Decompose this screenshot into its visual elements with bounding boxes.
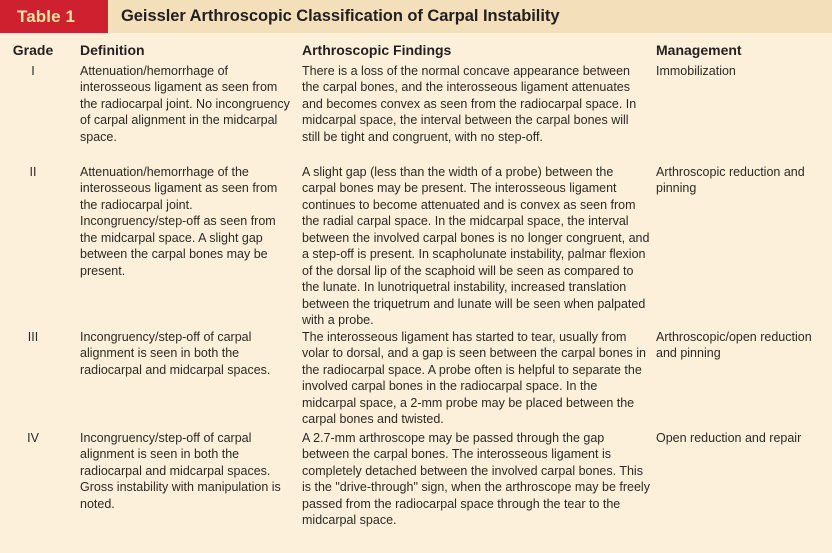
column-header-management: Management — [656, 42, 742, 58]
cell-management: Immobilization — [656, 64, 736, 78]
table-number-tag: Table 1 — [0, 0, 108, 33]
cell-definition: Attenuation/hemorrhage of interosseous ligament as seen from the radiocarpal joint. No incongruency of carpal alignment in the midcarpal space. — [80, 64, 290, 144]
cell-findings: A slight gap (less than the width of a probe) between the carpal bones may be present. The interosseous ligament continues to become attenuated and is convex as seen from the radial carpal space. In the midcarpal space, the interval between the involved carpal bones is no longer congruent, and a step-off is present. In scapholunate instability, palmar flexion of the dorsal lip of the scaphoid will be seen as compared to the lunate. In lunotriquetral instability, increased translation between the triquetrum and lunate will be seen when palpated with a probe. — [302, 165, 650, 328]
table-title: Geissler Arthroscopic Classification of Carpal Instability — [121, 7, 560, 25]
cell-management: Arthroscopic/open reduction and pinning — [656, 330, 812, 361]
column-header-definition: Definition — [80, 42, 145, 58]
cell-definition: Incongruency/step-off of carpal alignment is seen in both the radiocarpal and midcarpal spaces. Gross instability with manipulation is noted. — [80, 431, 281, 511]
cell-definition: Attenuation/hemorrhage of the interosseous ligament as seen from the radiocarpal joint. Incongruency/step-off as seen from the midcarpal space. A slight gap between the carpal bones may be present. — [80, 165, 278, 278]
cell-grade: III — [27, 330, 39, 344]
column-header-findings: Arthroscopic Findings — [302, 42, 452, 58]
table-body — [0, 33, 832, 553]
cell-grade: I — [31, 64, 35, 78]
cell-management: Arthroscopic reduction and pinning — [656, 165, 805, 196]
cell-findings: There is a loss of the normal concave appearance between the carpal bones, and the interosseous ligament attenuates and becomes convex as seen from the radiocarpal space. In midcarpal space, the interval between the carpal bones will still be tight and congruent, with no step-off. — [302, 64, 637, 144]
cell-management: Open reduction and repair — [656, 431, 802, 445]
cell-findings: A 2.7-mm arthroscope may be passed through the gap between the carpal bones. The interosseous ligament is completely detached between the involved carpal bones. This is the "drive-through" sign, when the arthroscope may be freely passed from the radiocarpal space through the tear to the midcarpal space. — [302, 431, 650, 528]
cell-definition: Incongruency/step-off of carpal alignment is seen in both the radiocarpal and midcarpal spaces. — [80, 330, 271, 377]
column-header-grade: Grade — [12, 42, 54, 58]
cell-grade: IV — [27, 431, 39, 445]
cell-grade: II — [29, 165, 37, 179]
table-caption-band — [0, 0, 832, 33]
cell-findings: The interosseous ligament has started to tear, usually from volar to dorsal, and a gap is seen between the carpal bones in the radiocarpal space. A probe often is helpful to separate the involved carpal bones in the radiocarpal space. In the midcarpal space, a 2-mm probe may be placed between the carpal bones and twisted. — [302, 330, 646, 427]
